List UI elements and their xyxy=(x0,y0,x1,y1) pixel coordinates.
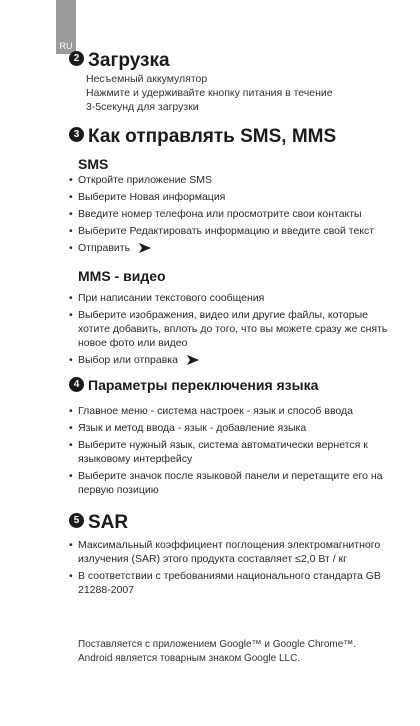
sms-subheading: SMS xyxy=(78,156,109,172)
mms-subheading: MMS - видео xyxy=(78,268,166,284)
sms-list xyxy=(69,173,399,258)
send-arrow-icon xyxy=(186,354,200,366)
list-item: • При написании текстового сообщения xyxy=(69,291,399,305)
section-3-title: Как отправлять SMS, MMS xyxy=(88,126,337,147)
list-item: • Выберите значок после языковой панели и перетащите его на первую позицию xyxy=(69,469,399,497)
list-item: • Максимальный коэффициент поглощения электромагнитного излучения (SAR) этого продукта составляет ≤2,0 Вт / кг xyxy=(69,538,399,566)
footer-line: Android является товарным знаком Google LLC. xyxy=(78,653,301,664)
section-4-title: Параметры переключения языка xyxy=(88,377,319,393)
list-item: • Выбор или отправка xyxy=(69,353,399,367)
language-tab xyxy=(56,0,76,54)
list-item: • Выберите нужный язык, система автоматически вернется к языковому интерфейсу xyxy=(69,438,399,466)
section-2-line: 3-5секунд для загрузки xyxy=(86,101,199,113)
footer-line: Поставляется с приложением Google™ и Google Chrome™. xyxy=(78,639,357,650)
section-3-number: 3 xyxy=(69,127,84,142)
list-item: • Язык и метод ввода - язык - добавление языка xyxy=(69,421,399,435)
list-item: • Отправить xyxy=(69,241,399,255)
list-item: • Введите номер телефона или просмотрите свои контакты xyxy=(69,207,399,221)
language-tab-label: RU xyxy=(59,41,73,51)
section-5-heading xyxy=(69,512,128,534)
list-item: • Выберите Новая информация xyxy=(69,190,399,204)
section-2-title: Загрузка xyxy=(88,50,170,71)
section-2-line: Несъемный аккумулятор xyxy=(86,73,208,85)
section-2-number: 2 xyxy=(69,51,84,66)
section-3-heading xyxy=(69,126,336,148)
list-item: • Выберите Редактировать информацию и введите свой текст xyxy=(69,224,399,238)
list-item: • Откройте приложение SMS xyxy=(69,173,399,187)
trademark-footer xyxy=(78,638,398,666)
mms-list xyxy=(69,291,399,370)
section-2-heading xyxy=(69,50,170,72)
section-2-text xyxy=(86,72,333,114)
list-item: • Главное меню - система настроек - язык и способ ввода xyxy=(69,404,399,418)
list-item: • В соответствии с требованиями национального стандарта GB 21288-2007 xyxy=(69,569,399,597)
section-4-heading xyxy=(69,377,318,394)
section-5-number: 5 xyxy=(69,513,84,528)
section-5-title: SAR xyxy=(88,512,129,533)
section-4-number: 4 xyxy=(69,377,84,392)
sar-list xyxy=(69,538,399,600)
list-item: • Выберите изображения, видео или другие файлы, которые хотите добавить, вплоть до того, что вы можете сразу же снять новое фото или видео xyxy=(69,308,399,350)
language-list xyxy=(69,404,399,500)
send-arrow-icon xyxy=(138,242,152,254)
section-2-line: Нажмите и удерживайте кнопку питания в течение xyxy=(86,87,333,99)
